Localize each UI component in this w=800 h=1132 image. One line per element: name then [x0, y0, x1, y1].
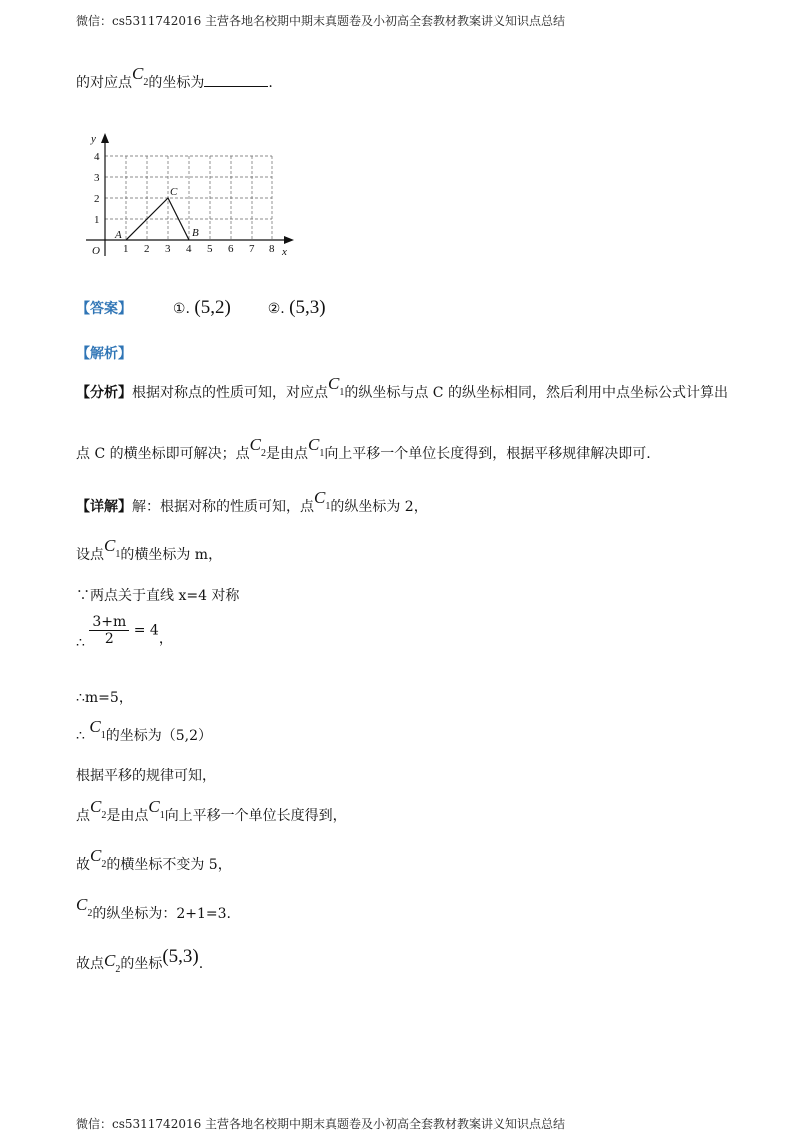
answer-item2-value: (5,3)	[289, 297, 326, 318]
xiangjie-line-7: 根据平移的规律可知，	[76, 768, 216, 784]
symbol-c1: $C_1$	[148, 797, 165, 822]
x-tick-label: 5	[207, 243, 213, 255]
x-tick-label: 2	[144, 243, 150, 255]
symbol-c1: $C_1$	[314, 488, 331, 513]
y-tick-label: 1	[94, 214, 100, 226]
xiangjie-line-1: 【详解】解：根据对称的性质可知，点$C_1$的纵坐标为 2，	[76, 488, 428, 515]
y-tick-label: 4	[94, 151, 100, 163]
x-tick-label: 7	[249, 243, 255, 255]
symbol-c1: $C_1$	[89, 717, 106, 742]
x-tick-label: 4	[186, 243, 192, 255]
symbol-c2: $C_2$	[90, 846, 107, 871]
y-tick-label: 3	[94, 172, 100, 184]
analysis-tag: 【解析】	[76, 346, 132, 362]
symbol-c1: $C_1$	[328, 374, 345, 399]
x-tick-label: 3	[165, 243, 171, 255]
fraction	[89, 614, 129, 647]
question-tail	[76, 64, 273, 94]
y-axis-label: y	[91, 133, 96, 145]
grid-lines	[105, 156, 272, 240]
coordinate-graph	[78, 128, 298, 263]
answer-section	[76, 297, 326, 319]
page-footer: 微信：cs5311742016 主营各地名校期中期末真题卷及小初高全套教材教案讲义知识点总结	[76, 1117, 566, 1131]
symbol-c2: $C_2$	[249, 435, 266, 460]
answer-item2-mark: ②.	[267, 301, 285, 317]
xiangjie-line-10: $C_2$的纵坐标为：2+1=3.	[76, 895, 231, 922]
origin-label: O	[92, 245, 100, 257]
x-tick-label: 8	[269, 243, 275, 255]
final-answer-value: (5,3)	[162, 946, 199, 967]
symbol-c2: $C_2$	[90, 797, 107, 822]
y-axis-arrow	[101, 133, 109, 143]
symbol-c2: $C_2$	[104, 951, 121, 976]
point-label-b: B	[192, 227, 199, 239]
x-axis-arrow	[284, 236, 294, 244]
fenxi-line-1: 【分析】根据对称点的性质可知，对应点$C_1$的纵坐标与点 C 的纵坐标相同，然后利用中点坐标公式计算出	[76, 374, 728, 401]
xiangjie-line-8: 点$C_2$是由点$C_1$向上平移一个单位长度得到，	[76, 797, 347, 824]
y-tick-label: 2	[94, 193, 100, 205]
xiangjie-line-9: 故$C_2$的横坐标不变为 5，	[76, 846, 232, 873]
xiangjie-line-5: ∴m=5，	[76, 690, 133, 706]
x-tick-label: 1	[123, 243, 129, 255]
xiangjie-tag: 【详解】	[76, 499, 132, 515]
symbol-c2: $C_2$	[76, 895, 93, 920]
answer-item1-mark: ①.	[172, 301, 190, 317]
question-text-pre: 的对应点	[76, 75, 132, 91]
x-axis-label: x	[282, 246, 287, 258]
fenxi-line-2: 点 C 的横坐标即可解决；点$C_2$是由点$C_1$向上平移一个单位长度得到，根据平移规律解决即可.	[76, 435, 651, 462]
equation-rhs: = 4	[133, 622, 159, 639]
answer-tag: 【答案】	[76, 301, 132, 317]
symbol-c1: $C_1$	[307, 435, 325, 460]
page-header: 微信：cs5311742016 主营各地名校期中期末真题卷及小初高全套教材教案讲义知识点总结	[76, 14, 566, 28]
symbol-c2: $C_2$	[132, 64, 149, 89]
question-text-post: 的坐标为	[148, 75, 205, 91]
xiangjie-line-2: 设点$C_1$的横坐标为 m，	[76, 536, 223, 563]
fraction-denominator: 2	[104, 631, 114, 647]
answer-item1-value: (5,2)	[194, 297, 231, 318]
xiangjie-line-6: ∴ $C_1$的坐标为（5,2）	[76, 717, 212, 744]
symbol-c1: $C_1$	[104, 536, 121, 561]
fraction-numerator: 3+m	[89, 614, 129, 631]
question-end-period: .	[268, 75, 273, 91]
xiangjie-line-11: 故点$C_2$的坐标(5,3).	[76, 946, 204, 976]
xiangjie-line-4: ∴ $\frac{3+m}{2}$ = 4，	[76, 614, 173, 651]
point-label-c: C	[170, 186, 178, 198]
answer-blank	[204, 72, 268, 87]
x-tick-label: 6	[228, 243, 234, 255]
xiangjie-line-3: ∵两点关于直线 x=4 对称	[76, 588, 240, 604]
point-label-a: A	[115, 229, 122, 241]
fenxi-tag: 【分析】	[76, 385, 132, 401]
